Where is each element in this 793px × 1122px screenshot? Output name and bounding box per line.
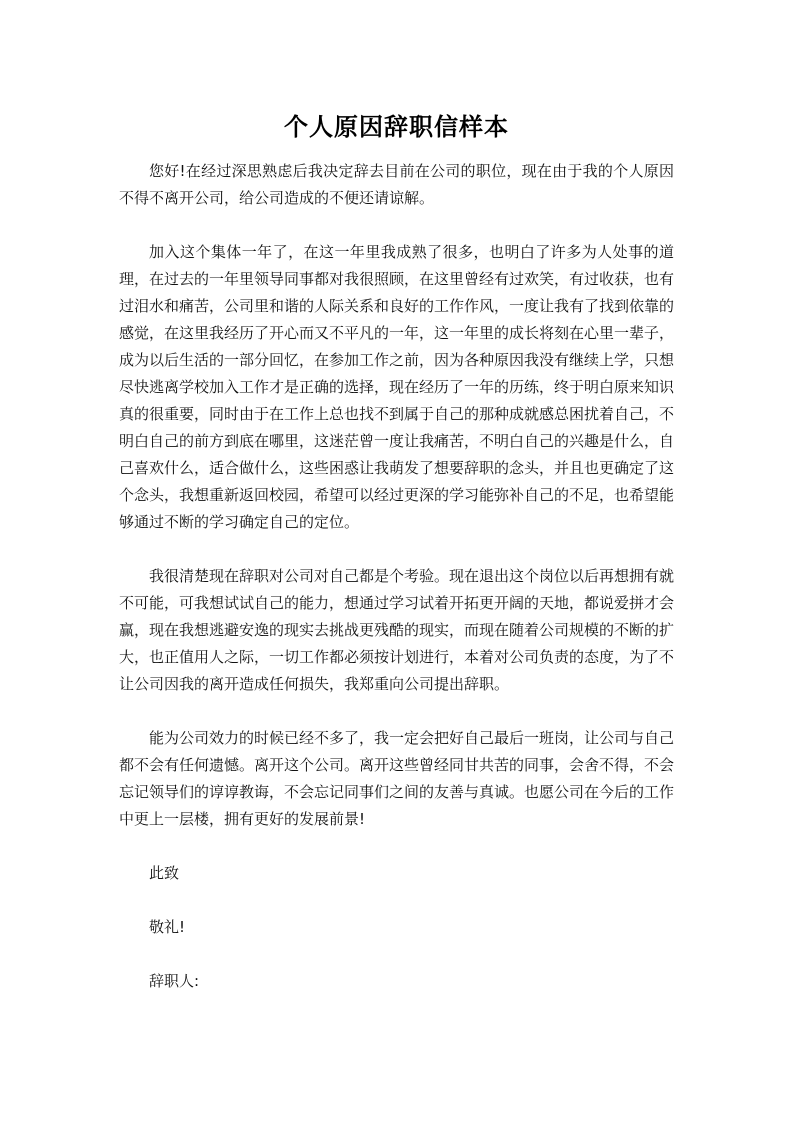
paragraph-experience: 加入这个集体一年了，在这一年里我成熟了很多，也明白了许多为人处事的道理，在过去的一年里领导同事都对我很照顾，在这里曾经有过欢笑，有过收获，也有过泪水和痛苦，公司里和谐的人际关系和良好的工作作风，一度让我有了找到依靠的感觉，在这里我经历了开心而又不平凡的一年，这一年里的成长将刻在心里一辈子，成为以后生活的一部分回忆，在参加工作之前，因为各种原因我没有继续上学，只想尽快逃离学校加入工作才是正确的选择，现在经历了一年的历练，终于明白原来知识真的很重要，同时由于在工作上总也找不到属于自己的那种成就感总困扰着自己，不明白自己的前方到底在哪里，这迷茫曾一度让我痛苦，不明白自己的兴趣是什么，自己喜欢什么，适合做什么，这些困惑让我萌发了想要辞职的念头，并且也更确定了这个念头，我想重新返回校园，希望可以经过更深的学习能弥补自己的不足，也希望能够通过不断的学习确定自己的定位。 — [119, 243, 675, 531]
page-title: 个人原因辞职信样本 — [284, 113, 509, 141]
closing-salute: 敬礼! — [149, 918, 186, 936]
closing-regards: 此致 — [149, 864, 180, 882]
paragraph-intro: 您好!在经过深思熟虑后我决定辞去目前在公司的职位，现在由于我的个人原因不得不离开公司，给公司造成的不便还请谅解。 — [119, 162, 674, 207]
paragraph-farewell: 能为公司效力的时候已经不多了，我一定会把好自己最后一班岗，让公司与自己都不会有任何遗憾。离开这个公司。离开这些曾经同甘共苦的同事，会舍不得，不会忘记领导们的谆谆教诲，不会忘记同事们之间的友善与真诚。也愿公司在今后的工作中更上一层楼，拥有更好的发展前景! — [119, 729, 675, 828]
paragraph-decision: 我很清楚现在辞职对公司对自己都是个考验。现在退出这个岗位以后再想拥有就不可能，可我想试试自己的能力，想通过学习试着开拓更开阔的天地，都说爱拼才会赢，现在我想逃避安逸的现实去挑战更残酷的现实，而现在随着公司规模的不断的扩大，也正值用人之际，一切工作都必须按计划进行，本着对公司负责的态度，为了不让公司因我的离开造成任何损失，我郑重向公司提出辞职。 — [119, 567, 675, 693]
signature-label: 辞职人: — [149, 972, 200, 990]
